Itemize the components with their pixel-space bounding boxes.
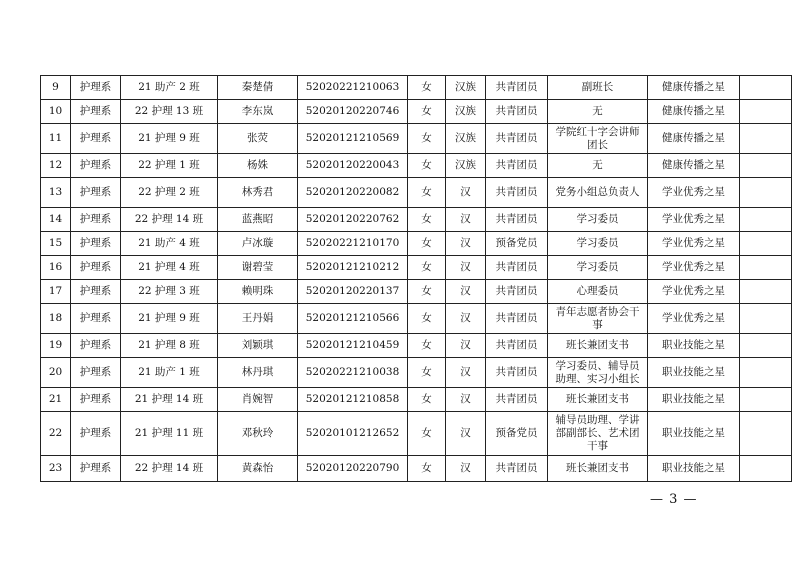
name-cell: 李东岚 <box>218 100 298 124</box>
political-status-cell: 共青团员 <box>486 256 548 280</box>
seq-cell: 10 <box>41 100 71 124</box>
class-cell: 22 护理 14 班 <box>121 456 218 482</box>
class-cell: 22 护理 3 班 <box>121 280 218 304</box>
award-cell: 学业优秀之星 <box>648 304 740 334</box>
gender-cell: 女 <box>408 154 446 178</box>
class-cell: 21 助产 1 班 <box>121 358 218 388</box>
department-cell: 护理系 <box>71 178 121 208</box>
award-cell: 学业优秀之星 <box>648 232 740 256</box>
award-cell: 学业优秀之星 <box>648 256 740 280</box>
political-status-cell: 预备党员 <box>486 412 548 456</box>
position-cell: 学习委员 <box>548 256 648 280</box>
position-cell: 党务小组总负责人 <box>548 178 648 208</box>
political-status-cell: 共青团员 <box>486 456 548 482</box>
table-row <box>41 208 792 232</box>
political-status-cell: 共青团员 <box>486 280 548 304</box>
ethnicity-cell: 汉族 <box>446 76 486 100</box>
seq-cell: 11 <box>41 124 71 154</box>
class-cell: 22 护理 1 班 <box>121 154 218 178</box>
remark-cell <box>740 154 792 178</box>
table-row <box>41 280 792 304</box>
gender-cell: 女 <box>408 100 446 124</box>
gender-cell: 女 <box>408 256 446 280</box>
ethnicity-cell: 汉 <box>446 208 486 232</box>
name-cell: 林丹琪 <box>218 358 298 388</box>
class-cell: 22 护理 13 班 <box>121 100 218 124</box>
seq-cell: 20 <box>41 358 71 388</box>
ethnicity-cell: 汉 <box>446 412 486 456</box>
table-row <box>41 100 792 124</box>
table-row <box>41 388 792 412</box>
political-status-cell: 共青团员 <box>486 334 548 358</box>
award-cell: 健康传播之星 <box>648 100 740 124</box>
name-cell: 刘颖琪 <box>218 334 298 358</box>
gender-cell: 女 <box>408 334 446 358</box>
table-row <box>41 76 792 100</box>
remark-cell <box>740 232 792 256</box>
department-cell: 护理系 <box>71 358 121 388</box>
student-id-cell: 52020121210459 <box>298 334 408 358</box>
ethnicity-cell: 汉 <box>446 456 486 482</box>
remark-cell <box>740 304 792 334</box>
department-cell: 护理系 <box>71 100 121 124</box>
department-cell: 护理系 <box>71 256 121 280</box>
position-cell: 辅导员助理、学讲部副部长、艺术团干事 <box>548 412 648 456</box>
award-cell: 学业优秀之星 <box>648 178 740 208</box>
name-cell: 黄森怡 <box>218 456 298 482</box>
name-cell: 王丹娟 <box>218 304 298 334</box>
student-id-cell: 52020121210566 <box>298 304 408 334</box>
name-cell: 秦楚倩 <box>218 76 298 100</box>
gender-cell: 女 <box>408 76 446 100</box>
political-status-cell: 共青团员 <box>486 100 548 124</box>
remark-cell <box>740 208 792 232</box>
ethnicity-cell: 汉 <box>446 280 486 304</box>
political-status-cell: 共青团员 <box>486 154 548 178</box>
table-body <box>41 76 792 482</box>
award-cell: 职业技能之星 <box>648 358 740 388</box>
student-id-cell: 52020120220137 <box>298 280 408 304</box>
gender-cell: 女 <box>408 304 446 334</box>
remark-cell <box>740 412 792 456</box>
gender-cell: 女 <box>408 388 446 412</box>
class-cell: 21 护理 8 班 <box>121 334 218 358</box>
award-cell: 职业技能之星 <box>648 412 740 456</box>
seq-cell: 17 <box>41 280 71 304</box>
seq-cell: 14 <box>41 208 71 232</box>
table-row <box>41 256 792 280</box>
political-status-cell: 共青团员 <box>486 358 548 388</box>
seq-cell: 15 <box>41 232 71 256</box>
award-cell: 健康传播之星 <box>648 124 740 154</box>
seq-cell: 22 <box>41 412 71 456</box>
name-cell: 林秀君 <box>218 178 298 208</box>
student-id-cell: 52020101212652 <box>298 412 408 456</box>
department-cell: 护理系 <box>71 334 121 358</box>
position-cell: 学习委员 <box>548 208 648 232</box>
seq-cell: 13 <box>41 178 71 208</box>
student-id-cell: 52020120220082 <box>298 178 408 208</box>
award-cell: 健康传播之星 <box>648 76 740 100</box>
student-id-cell: 52020221210063 <box>298 76 408 100</box>
seq-cell: 19 <box>41 334 71 358</box>
department-cell: 护理系 <box>71 76 121 100</box>
remark-cell <box>740 456 792 482</box>
name-cell: 杨姝 <box>218 154 298 178</box>
student-id-cell: 52020221210170 <box>298 232 408 256</box>
seq-cell: 16 <box>41 256 71 280</box>
position-cell: 班长兼团支书 <box>548 388 648 412</box>
class-cell: 21 护理 9 班 <box>121 304 218 334</box>
department-cell: 护理系 <box>71 232 121 256</box>
department-cell: 护理系 <box>71 154 121 178</box>
student-id-cell: 52020120220762 <box>298 208 408 232</box>
table-row <box>41 358 792 388</box>
student-id-cell: 52020120220043 <box>298 154 408 178</box>
department-cell: 护理系 <box>71 304 121 334</box>
gender-cell: 女 <box>408 280 446 304</box>
position-cell: 心理委员 <box>548 280 648 304</box>
position-cell: 班长兼团支书 <box>548 334 648 358</box>
political-status-cell: 预备党员 <box>486 232 548 256</box>
position-cell: 班长兼团支书 <box>548 456 648 482</box>
political-status-cell: 共青团员 <box>486 304 548 334</box>
table-row <box>41 124 792 154</box>
table-row <box>41 412 792 456</box>
remark-cell <box>740 334 792 358</box>
name-cell: 卢冰璇 <box>218 232 298 256</box>
gender-cell: 女 <box>408 124 446 154</box>
remark-cell <box>740 178 792 208</box>
class-cell: 21 护理 14 班 <box>121 388 218 412</box>
ethnicity-cell: 汉 <box>446 304 486 334</box>
remark-cell <box>740 124 792 154</box>
class-cell: 22 护理 2 班 <box>121 178 218 208</box>
award-cell: 学业优秀之星 <box>648 208 740 232</box>
position-cell: 青年志愿者协会干事 <box>548 304 648 334</box>
name-cell: 邓秋玲 <box>218 412 298 456</box>
student-id-cell: 52020120220790 <box>298 456 408 482</box>
remark-cell <box>740 76 792 100</box>
seq-cell: 18 <box>41 304 71 334</box>
student-id-cell: 52020121210569 <box>298 124 408 154</box>
class-cell: 21 护理 9 班 <box>121 124 218 154</box>
department-cell: 护理系 <box>71 456 121 482</box>
award-cell: 职业技能之星 <box>648 334 740 358</box>
department-cell: 护理系 <box>71 124 121 154</box>
student-id-cell: 52020120220746 <box>298 100 408 124</box>
page-number: — 3 — <box>650 492 698 507</box>
class-cell: 21 护理 11 班 <box>121 412 218 456</box>
award-cell: 职业技能之星 <box>648 388 740 412</box>
class-cell: 22 护理 14 班 <box>121 208 218 232</box>
award-cell: 健康传播之星 <box>648 154 740 178</box>
gender-cell: 女 <box>408 456 446 482</box>
political-status-cell: 共青团员 <box>486 178 548 208</box>
position-cell: 学习委员、辅导员助理、实习小组长 <box>548 358 648 388</box>
ethnicity-cell: 汉 <box>446 256 486 280</box>
department-cell: 护理系 <box>71 280 121 304</box>
table-row <box>41 304 792 334</box>
student-id-cell: 52020121210858 <box>298 388 408 412</box>
gender-cell: 女 <box>408 178 446 208</box>
seq-cell: 21 <box>41 388 71 412</box>
name-cell: 肖婉智 <box>218 388 298 412</box>
gender-cell: 女 <box>408 358 446 388</box>
name-cell: 张荧 <box>218 124 298 154</box>
ethnicity-cell: 汉 <box>446 388 486 412</box>
political-status-cell: 共青团员 <box>486 388 548 412</box>
gender-cell: 女 <box>408 412 446 456</box>
class-cell: 21 护理 4 班 <box>121 256 218 280</box>
seq-cell: 9 <box>41 76 71 100</box>
table-row <box>41 178 792 208</box>
award-cell: 学业优秀之星 <box>648 280 740 304</box>
ethnicity-cell: 汉 <box>446 358 486 388</box>
gender-cell: 女 <box>408 208 446 232</box>
ethnicity-cell: 汉族 <box>446 124 486 154</box>
award-cell: 职业技能之星 <box>648 456 740 482</box>
remark-cell <box>740 256 792 280</box>
ethnicity-cell: 汉 <box>446 232 486 256</box>
department-cell: 护理系 <box>71 388 121 412</box>
table-row <box>41 456 792 482</box>
seq-cell: 12 <box>41 154 71 178</box>
remark-cell <box>740 358 792 388</box>
position-cell: 副班长 <box>548 76 648 100</box>
position-cell: 学习委员 <box>548 232 648 256</box>
student-id-cell: 52020221210038 <box>298 358 408 388</box>
remark-cell <box>740 100 792 124</box>
table-row <box>41 154 792 178</box>
position-cell: 无 <box>548 100 648 124</box>
department-cell: 护理系 <box>71 412 121 456</box>
name-cell: 谢碧莹 <box>218 256 298 280</box>
political-status-cell: 共青团员 <box>486 208 548 232</box>
position-cell: 无 <box>548 154 648 178</box>
name-cell: 赖明珠 <box>218 280 298 304</box>
department-cell: 护理系 <box>71 208 121 232</box>
seq-cell: 23 <box>41 456 71 482</box>
political-status-cell: 共青团员 <box>486 76 548 100</box>
student-table <box>40 75 792 482</box>
gender-cell: 女 <box>408 232 446 256</box>
name-cell: 蓝燕昭 <box>218 208 298 232</box>
ethnicity-cell: 汉 <box>446 334 486 358</box>
position-cell: 学院红十字会讲师团长 <box>548 124 648 154</box>
political-status-cell: 共青团员 <box>486 124 548 154</box>
class-cell: 21 助产 2 班 <box>121 76 218 100</box>
ethnicity-cell: 汉 <box>446 178 486 208</box>
table-row <box>41 232 792 256</box>
remark-cell <box>740 280 792 304</box>
ethnicity-cell: 汉族 <box>446 100 486 124</box>
student-id-cell: 52020121210212 <box>298 256 408 280</box>
ethnicity-cell: 汉族 <box>446 154 486 178</box>
class-cell: 21 助产 4 班 <box>121 232 218 256</box>
remark-cell <box>740 388 792 412</box>
table-row <box>41 334 792 358</box>
